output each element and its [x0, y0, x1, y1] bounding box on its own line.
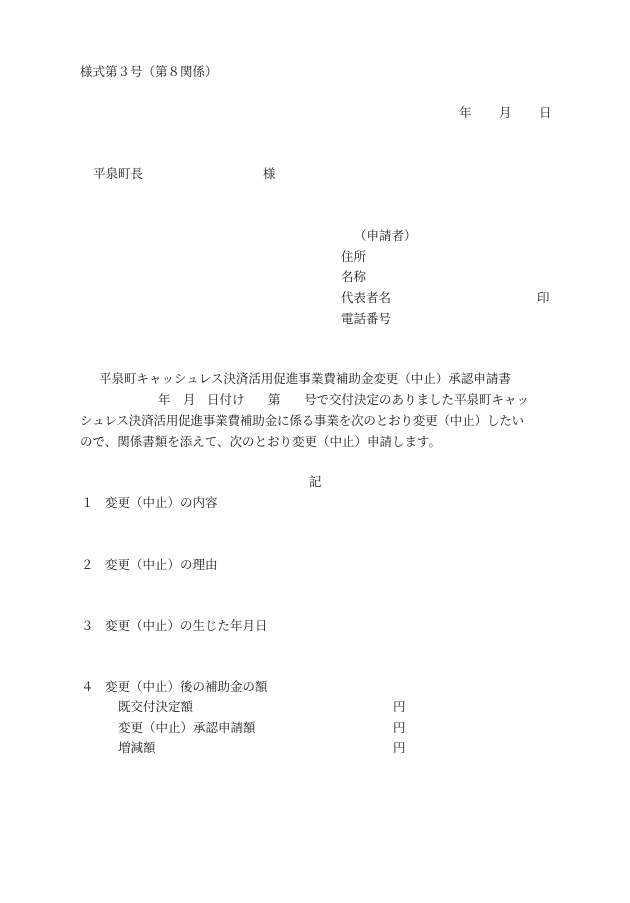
body-dai: 第 [268, 392, 281, 407]
applicant-address-label: 住所 [341, 249, 367, 264]
date-year: 年 [459, 105, 472, 120]
body-year: 年 [158, 392, 171, 407]
applicant-representative-label: 代表者名 [341, 290, 392, 305]
amount-unit: 円 [393, 699, 406, 714]
amount-label: 既交付決定額 [118, 699, 194, 714]
date-month: 月 [499, 105, 512, 120]
body-dated: 日付け [207, 392, 245, 407]
ki-heading: 記 [309, 474, 322, 489]
item-number: ３ [81, 618, 94, 633]
item-label: 変更（中止）の内容 [105, 495, 218, 510]
seal-mark: 印 [537, 290, 550, 305]
body-line2: シュレス決済活用促進事業費補助金に係る事業を次のとおり変更（中止）したい [80, 413, 524, 428]
addressee-name: 平泉町長 [93, 166, 144, 181]
body-month: 月 [183, 392, 196, 407]
applicant-heading: （申請者） [354, 228, 417, 243]
applicant-name-label: 名称 [341, 269, 367, 284]
addressee-honorific: 様 [263, 166, 276, 181]
item-label: 変更（中止）後の補助金の額 [105, 679, 268, 694]
body-line1-rest: 号で交付決定のありました平泉町キャッ [304, 392, 530, 407]
applicant-phone-label: 電話番号 [341, 311, 392, 326]
amount-label: 変更（中止）承認申請額 [118, 720, 256, 735]
item-number: １ [81, 495, 94, 510]
item-label: 変更（中止）の理由 [105, 557, 218, 572]
item-number: ２ [81, 557, 94, 572]
form-number: 様式第３号（第８関係） [80, 64, 218, 79]
amount-unit: 円 [393, 740, 406, 755]
item-label: 変更（中止）の生じた年月日 [105, 618, 268, 633]
amount-unit: 円 [393, 720, 406, 735]
amount-label: 増減額 [118, 740, 156, 755]
body-line3: ので、関係書類を添えて、次のとおり変更（中止）申請します。 [80, 434, 442, 449]
document-title: 平泉町キャッシュレス決済活用促進事業費補助金変更（中止）承認申請書 [99, 371, 511, 386]
item-number: ４ [81, 679, 94, 694]
date-day: 日 [539, 105, 552, 120]
